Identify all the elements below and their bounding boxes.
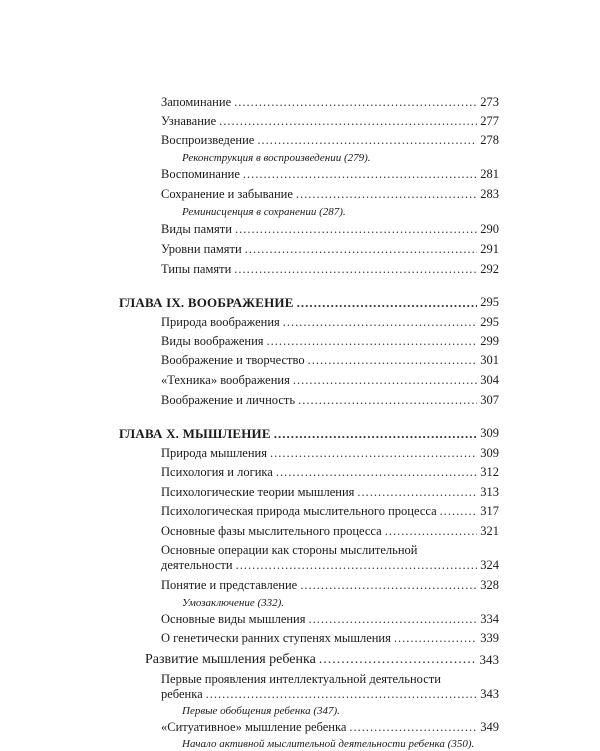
dot-leader: [234, 95, 477, 110]
dot-leader: [298, 393, 477, 408]
entry-title: О генетически ранних ступенях мышления: [161, 631, 391, 645]
dot-leader: [219, 114, 477, 129]
toc-entry: [161, 672, 499, 702]
dot-leader: [206, 687, 478, 702]
dot-leader: [274, 426, 478, 441]
dot-leader: [394, 631, 477, 646]
entry-title-continuation: ребенка: [161, 687, 203, 701]
entry-title: Природа воображения: [161, 315, 280, 329]
toc-entry: [161, 631, 499, 646]
entry-title: Основные фазы мыслительного процесса: [161, 524, 382, 538]
toc-entry: [161, 504, 499, 519]
entry-title: Понятие и представление: [161, 578, 298, 592]
toc-entry: [161, 373, 499, 388]
dot-leader: [234, 262, 477, 277]
toc-entry: [161, 187, 499, 202]
entry-title: «Техника» воображения: [161, 373, 290, 387]
toc-subnote: Начало активной мыслительной деятельности ребенка (350).: [182, 738, 475, 750]
dot-leader: [236, 558, 478, 573]
toc-entry: [161, 262, 499, 277]
entry-title-continuation: деятельности: [161, 558, 233, 572]
toc-entry: [161, 222, 499, 237]
entry-title: Запоминание: [161, 95, 232, 109]
toc-entry: [161, 393, 499, 408]
entry-title: Сохранение и забывание: [161, 187, 293, 201]
dot-leader: [349, 720, 477, 735]
page-number: 304: [480, 373, 499, 387]
dot-leader: [297, 295, 478, 310]
page-number: 301: [480, 353, 499, 367]
dot-leader: [293, 373, 477, 388]
toc-chapter-heading: [119, 426, 499, 441]
toc-chapter-heading: [119, 295, 499, 310]
entry-title: Психология и логика: [161, 465, 273, 479]
entry-title: Воспоминание: [161, 167, 240, 181]
dot-leader: [245, 242, 478, 257]
toc-entry: [161, 446, 499, 461]
toc-subnote: Реминисценция в сохранении (287).: [182, 206, 346, 218]
page-number: 321: [480, 524, 499, 538]
toc-entry: [161, 578, 499, 593]
page-number: 291: [480, 242, 499, 256]
page-number: 349: [480, 720, 499, 734]
page-number: 324: [480, 558, 499, 572]
dot-leader: [283, 315, 477, 330]
toc-entry: [161, 315, 499, 330]
toc-entry: [161, 720, 499, 735]
toc-entry: [161, 95, 499, 110]
entry-title: Психологическая природа мыслительного процесса: [161, 504, 437, 518]
page-number: 307: [480, 393, 499, 407]
dot-leader: [276, 465, 477, 480]
dot-leader: [267, 334, 478, 349]
toc-entry: [161, 524, 499, 539]
page-number: 317: [480, 504, 499, 518]
page-number: 292: [480, 262, 499, 276]
entry-title-line: Основные операции как стороны мыслительной: [161, 543, 418, 557]
chapter-title: ГЛАВА X. МЫШЛЕНИЕ: [119, 426, 271, 441]
page-number: 309: [480, 426, 499, 440]
section-title: Развитие мышления ребенка: [145, 652, 316, 667]
dot-leader: [243, 167, 477, 182]
page-number: 339: [480, 631, 499, 645]
dot-leader: [235, 222, 477, 237]
toc-entry: [161, 167, 499, 182]
toc-entry: [161, 114, 499, 129]
entry-title: Воспроизведение: [161, 133, 255, 147]
dot-leader: [270, 446, 477, 461]
page-number: 281: [480, 167, 499, 181]
toc-entry: [161, 612, 499, 627]
page-number: 334: [480, 612, 499, 626]
page-number: 343: [480, 687, 499, 701]
page-number: 277: [480, 114, 499, 128]
page-number: 283: [480, 187, 499, 201]
page-number: 313: [480, 485, 499, 499]
page-number: 309: [480, 446, 499, 460]
toc-entry: [161, 465, 499, 480]
dot-leader: [440, 504, 478, 519]
toc-entry: [161, 353, 499, 368]
entry-title-line: Первые проявления интеллектуальной деятельности: [161, 672, 441, 686]
page-number: 295: [480, 295, 499, 309]
toc-subnote: Умозаключение (332).: [182, 597, 285, 609]
toc-entry: [161, 133, 499, 148]
toc-entry: [161, 242, 499, 257]
page-number: 278: [480, 133, 499, 147]
toc-subnote: Первые обобщения ребенка (347).: [182, 705, 340, 717]
dot-leader: [257, 133, 477, 148]
page-number: 295: [480, 315, 499, 329]
dot-leader: [357, 485, 477, 500]
entry-title: Виды воображения: [161, 334, 264, 348]
entry-title: Узнавание: [161, 114, 217, 128]
entry-title: Психологические теории мышления: [161, 485, 355, 499]
page-number: 290: [480, 222, 499, 236]
entry-title: Типы памяти: [161, 262, 232, 276]
dot-leader: [300, 578, 477, 593]
entry-title: Воображение и творчество: [161, 353, 305, 367]
entry-title: Природа мышления: [161, 446, 267, 460]
toc-entry: [161, 485, 499, 500]
toc-subnote: Реконструкция в воспроизведении (279).: [182, 152, 371, 164]
dot-leader: [308, 353, 478, 368]
chapter-title: ГЛАВА IX. ВООБРАЖЕНИЕ: [119, 295, 294, 310]
entry-title: Воображение и личность: [161, 393, 296, 407]
entry-title: Основные виды мышления: [161, 612, 306, 626]
toc-section-heading: [145, 652, 499, 667]
page-number: 299: [480, 334, 499, 348]
entry-title: «Ситуативное» мышление ребенка: [161, 720, 347, 734]
dot-leader: [309, 612, 478, 627]
toc-entry: [161, 543, 499, 573]
entry-title: Уровни памяти: [161, 242, 242, 256]
page-number: 312: [480, 465, 499, 479]
dot-leader: [319, 652, 477, 667]
dot-leader: [296, 187, 477, 202]
entry-title: Виды памяти: [161, 222, 232, 236]
page-number: 273: [480, 95, 499, 109]
page-number: 328: [480, 578, 499, 592]
page-number: 343: [479, 652, 499, 667]
toc-entry: [161, 334, 499, 349]
dot-leader: [385, 524, 478, 539]
